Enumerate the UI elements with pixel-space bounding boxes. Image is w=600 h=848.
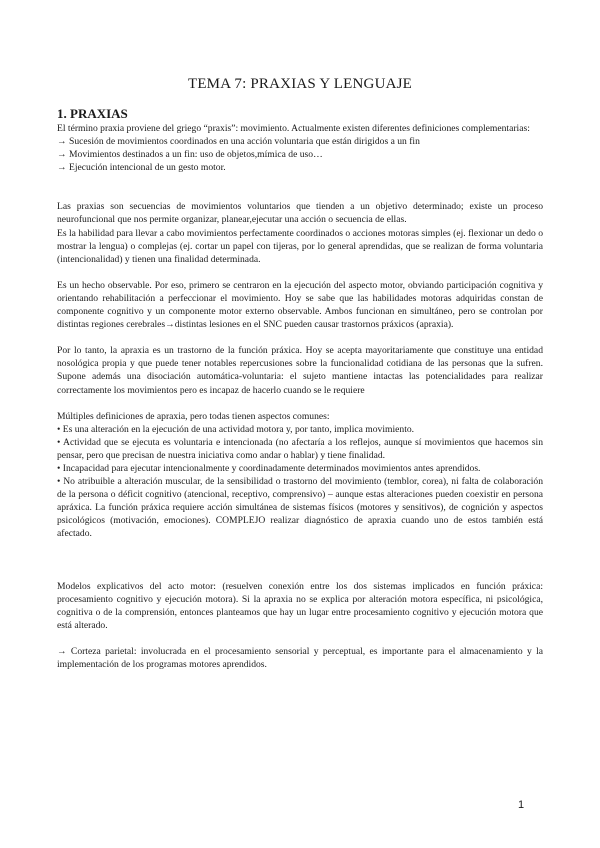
apraxia-point: • Incapacidad para ejecutar intencionalmente y coordinadamente determinados movimientos antes aprendidos. [57,462,481,474]
spacer [57,174,543,200]
spacer [57,567,543,580]
intro-paragraph: El término praxia proviene del griego “praxis”: movimiento. Actualmente existen diferentes definiciones complementarias: [57,123,530,134]
section-heading: 1. PRAXIAS [57,106,128,121]
definition-item: → Ejecución intencional de un gesto motor. [57,162,226,174]
paragraph: Modelos explicativos del acto motor: (resuelven conexión entre los dos sistemas implicados en función práxica: procesamiento cognitivo y ejecución motora). Si la apraxia no se explica por alteración motora específica, ni psicológica, cognitiva o de la comprensión, entonces planteamos que hay un lugar entre procesamiento cognitivo y ejecución motora que está alterado. [57,580,543,631]
paragraph: Es un hecho observable. Por eso, primero se centraron en la ejecución del aspecto motor, obviando participación cognitiva y orientando rehabilitación a perfeccionar el movimiento. Hoy se sabe que las habilidades motoras adquiridas constan de componente cognitivo y un componente motor externo observable. Ambos funcionan en simultáneo, pero se controlan por distintas regiones cerebrales→distintas lesiones en el SNC pueden causar trastornos práxicos (apraxia). [57,279,543,331]
paragraph: Por lo tanto, la apraxia es un trastorno de la función práxica. Hoy se acepta mayoritariamente que constituye una entidad nosológica propia y que puede tener notables repercusiones sobre la funcionalidad cotidiana de las personas que la sufren. Supone además una disociación automática-voluntaria: el sujeto mantiene intactas las potencialidades para realizar correctamente los movimientos pero es incapaz de hacerlo cuando se le requiere [57,345,543,396]
page-number: 1 [518,799,525,811]
paragraph: Las praxias son secuencias de movimientos voluntarios que tienden a un objetivo determinado; existe un proceso neurofuncional que nos permite organizar, planear,ejecutar una acción o secuencia de ellas. [57,201,543,226]
spacer [57,331,543,344]
apraxia-point: • Actividad que se ejecuta es voluntaria e intencionada (no afectaría a los reflejos, aunque sí movimientos que hacemos sin pensar, pero que precisan de nuestra iniciativa como andar o hablar) y tiene finalidad. [57,436,543,461]
paragraph: Es la habilidad para llevar a cabo movimientos perfectamente coordinados o acciones motoras simples (ej. flexionar un dedo o mostrar la lengua) o complejas (ej. cortar un papel con tijeras, por lo general aprendidas, que se realizan de forma voluntaria (intencionalidad) y tienen una finalidad determinada. [57,227,543,265]
spacer [57,266,543,279]
page-title: TEMA 7: PRAXIAS Y LENGUAJE [187,76,413,92]
definition-item: → Sucesión de movimientos coordinados en una acción voluntaria que están dirigidos a un fin [57,136,420,148]
apraxia-point: • No atribuible a alteración muscular, de la sensibilidad o trastorno del movimiento (temblor, corea), ni falta de colaboración de la persona o déficit cognitivo (atencional, receptivo, comprensivo) – aunque estas alteraciones pueden coexistir en persona apráxica. La función práxica requiere acción simultánea de sistemas físicos (motores y sensitivos), de cognición y aspectos psicológicos (motivación, emociones). COMPLEJO realizar diagnóstico de apraxia cuando uno de estos también está afectado. [57,476,543,540]
document-body [57,106,543,671]
apraxia-point: • Es una alteración en la ejecución de una actividad motora y, por tanto, implica movimiento. [57,423,415,435]
definition-item: → Movimientos destinados a un fin: uso de objetos,mímica de uso… [57,149,323,161]
spacer [57,541,543,567]
apraxia-intro: Múltiples definiciones de apraxia, pero todas tienen aspectos comunes: [57,410,330,422]
spacer [57,632,543,645]
paragraph: → Corteza parietal: involucrada en el procesamiento sensorial y perceptual, es importante para el almacenamiento y la implementación de los programas motores aprendidos. [57,645,543,670]
spacer [57,397,543,410]
